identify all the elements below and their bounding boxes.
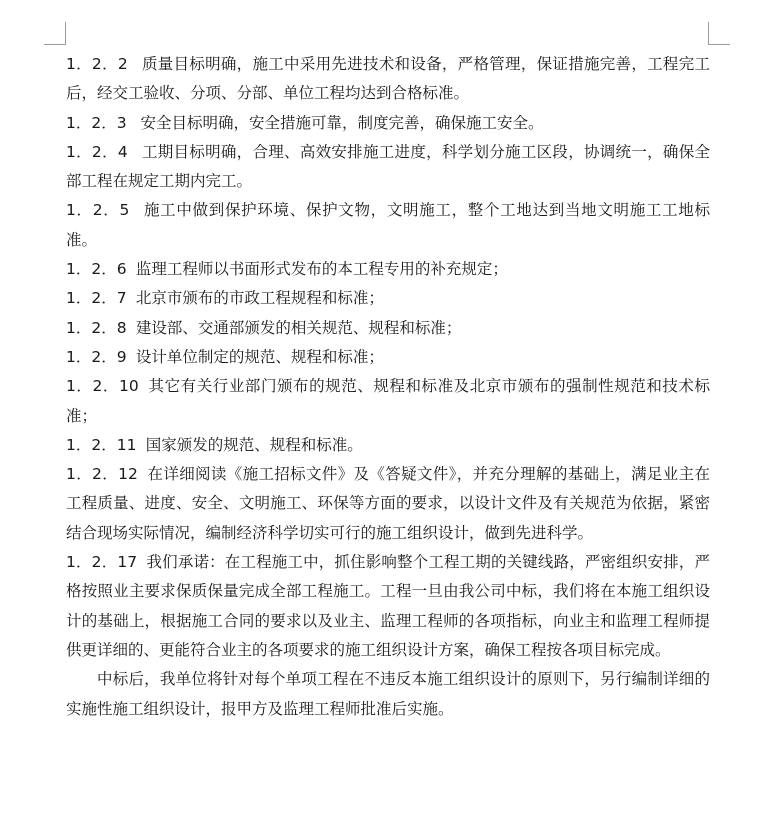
closing-paragraph: 中标后，我单位将针对每个单项工程在不违反本施工组织设计的原则下，另行编制详细的实施性施工组织设计，报甲方及监理工程师批准后实施。 [66, 670, 710, 718]
clause-1-2-9 [66, 343, 710, 372]
clause-number: 1．2．11 [66, 435, 137, 454]
crop-mark-top-left [65, 22, 66, 44]
clause-number: 1．2．7 [66, 289, 127, 308]
clause-text: 设计单位制定的规范、规程和标准； [135, 347, 384, 366]
clause-1-2-4 [66, 138, 710, 197]
clause-number: 1．2．12 [66, 465, 138, 484]
clause-number: 1．2．5 [66, 201, 130, 220]
crop-mark-top-left [44, 44, 66, 45]
clause-1-2-3 [66, 109, 710, 138]
clause-1-2-7 [66, 284, 710, 313]
clause-text: 安全目标明确，安全措施可靠，制度完善，确保施工安全。 [140, 113, 544, 132]
clause-1-2-11 [66, 431, 710, 460]
clause-1-2-2 [66, 50, 710, 109]
crop-mark-top-right [708, 44, 730, 45]
clause-number: 1．2．4 [66, 142, 128, 161]
clause-1-2-17 [66, 548, 710, 665]
clause-1-2-12 [66, 460, 710, 548]
clause-number: 1．2．3 [66, 113, 127, 132]
clause-number: 1．2．8 [66, 318, 127, 337]
clause-1-2-10 [66, 372, 710, 431]
clause-number: 1．2．9 [66, 347, 127, 366]
clause-text: 国家颁发的规范、规程和标准。 [145, 435, 363, 454]
clause-text: 北京市颁布的市政工程规程和标准； [135, 289, 384, 308]
clause-1-2-8 [66, 314, 710, 343]
clause-number: 1．2．17 [66, 553, 138, 572]
clause-1-2-5 [66, 196, 710, 255]
clause-number: 1．2．10 [66, 377, 139, 396]
clause-text: 建设部、交通部颁发的相关规范、规程和标准； [135, 318, 462, 337]
clause-text: 施工中做到保护环境、保护文物，文明施工，整个工地达到当地文明施工工地标准。 [66, 201, 710, 249]
crop-mark-top-right [708, 22, 709, 44]
clause-text: 监理工程师以书面形式发布的本工程专用的补充规定； [135, 260, 508, 279]
clause-number: 1．2．6 [66, 260, 127, 279]
clause-1-2-6 [66, 255, 710, 284]
clause-text: 我们承诺：在工程施工中，抓住影响整个工程工期的关键线路，严密组织安排，严格按照业主要求保质保量完成全部工程施工。工程一旦由我公司中标，我们将在本施工组织设计的基础上，根据施工合同的要求以及业主、监理工程师的各项指标，向业主和监理工程师提供更详细的、更能符合业主的各项要求的施工组织设计方案，确保工程按各项目标完成。 [66, 553, 710, 659]
clause-number: 1．2．2 [66, 55, 128, 73]
clause-text: 工期目标明确，合理、高效安排施工进度，科学划分施工区段，协调统一，确保全部工程在规定工期内完工。 [66, 142, 710, 191]
clause-text: 质量目标明确，施工中采用先进技术和设备，严格管理，保证措施完善，工程完工后，经交工验收、分项、分部、单位工程均达到合格标准。 [66, 55, 710, 103]
document-body [66, 50, 710, 724]
clause-text: 其它有关行业部门颁布的规范、规程和标准及北京市颁布的强制性规范和技术标准； [66, 377, 710, 425]
clause-text: 在详细阅读《施工招标文件》及《答疑文件》，并充分理解的基础上，满足业主在工程质量、进度、安全、文明施工、环保等方面的要求，以设计文件及有关规范为依据，紧密结合现场实际情况，编制经济科学切实可行的施工组织设计，做到先进科学。 [66, 465, 710, 542]
